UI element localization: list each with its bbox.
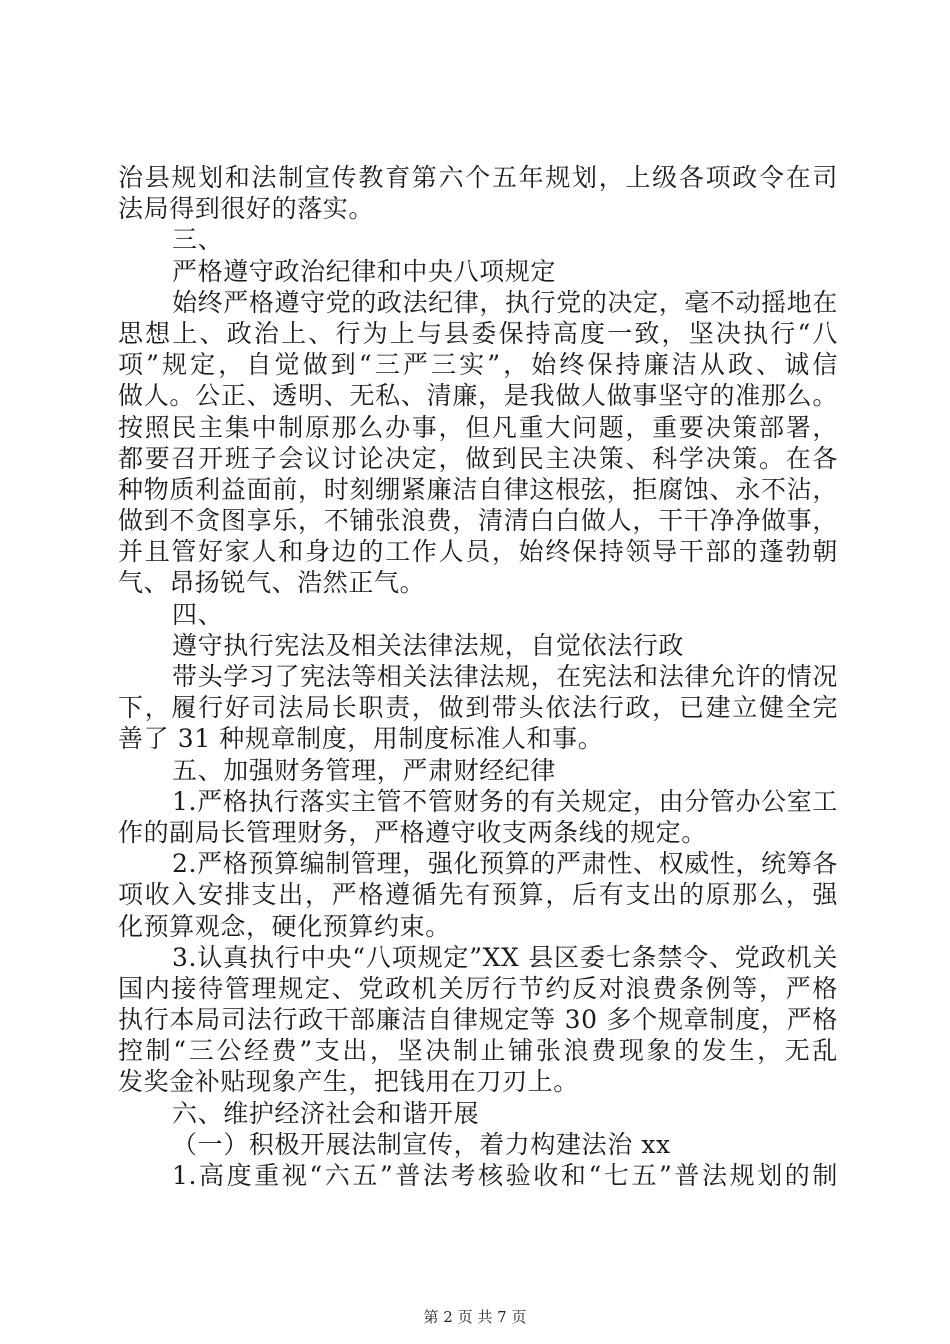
text-line: 遵守执行宪法及相关法律法规，自觉依法行政 (172, 630, 685, 660)
text-line: 四、 (172, 599, 224, 629)
text-line: （一）积极开展法制宣传，着力构建法治 xx (172, 1129, 671, 1159)
text-line: 五、加强财务管理，严肃财经纪律 (172, 755, 557, 785)
page-footer: 第 2 页 共 7 页 (423, 1308, 527, 1326)
text-line: 六、维护经济社会和谐开展 (172, 1098, 480, 1128)
text-line: 作的副局长管理财务，严格遵守收支两条线的规定。 (118, 817, 707, 847)
text-line: 3.认真执行中央“八项规定”XX 县区委七条禁令、党政机关 (172, 942, 838, 972)
text-line: 做到不贪图享乐，不铺张浪费，清清白白做人，干干净净做事， (118, 506, 838, 536)
text-line: 并且管好家人和身边的工作人员，始终保持领导干部的蓬勃朝 (118, 537, 838, 567)
text-line: 化预算观念，硬化预算约束。 (118, 911, 451, 941)
text-line: 项”规定，自觉做到“三严三实”，始终保持廉洁从政、诚信 (118, 350, 838, 380)
text-line: 三、 (172, 225, 224, 255)
text-line: 项收入安排支出，严格遵循先有预算，后有支出的原那么，强 (118, 880, 838, 910)
text-line: 控制“三公经费”支出，坚决制止铺张浪费现象的发生，无乱 (118, 1036, 838, 1066)
text-line: 发奖金补贴现象产生，把钱用在刀刃上。 (118, 1067, 579, 1097)
text-line: 1.严格执行落实主管不管财务的有关规定，由分管办公室工 (172, 786, 838, 816)
text-line: 都要召开班子会议讨论决定，做到民主决策、科学决策。在各 (118, 443, 838, 473)
text-line: 思想上、政治上、行为上与县委保持高度一致，坚决执行“八 (118, 318, 838, 348)
text-line: 下，履行好司法局长职责，做到带头依法行政，已建立健全完 (118, 693, 838, 723)
text-line: 按照民主集中制原那么办事，但凡重大问题，重要决策部署， (118, 412, 838, 442)
text-line: 执行本局司法行政干部廉洁自律规定等 30 多个规章制度，严格 (118, 1005, 838, 1035)
text-line: 法局得到很好的落实。 (118, 194, 375, 224)
text-line: 气、昂扬锐气、浩然正气。 (118, 568, 426, 598)
text-line: 善了 31 种规章制度，用制度标准人和事。 (118, 724, 604, 754)
text-line: 带头学习了宪法等相关法律法规，在宪法和法律允许的情况 (172, 662, 838, 691)
text-line: 1.高度重视“六五”普法考核验收和“七五”普法规划的制 (172, 1161, 838, 1190)
text-line: 国内接待管理规定、党政机关厉行节约反对浪费条例等，严格 (118, 973, 838, 1003)
text-line: 做人。公正、透明、无私、清廉，是我做人做事坚守的准那么。 (118, 381, 838, 411)
text-line: 种物质利益面前，时刻绷紧廉洁自律这根弦，拒腐蚀、永不沾， (118, 474, 838, 504)
text-line: 始终严格遵守党的政法纪律，执行党的决定，毫不动摇地在 (172, 287, 838, 317)
text-line: 治县规划和法制宣传教育第六个五年规划，上级各项政令在司 (118, 163, 838, 192)
text-line: 2.严格预算编制管理，强化预算的严肃性、权威性，统筹各 (172, 849, 838, 879)
text-line: 严格遵守政治纪律和中央八项规定 (172, 256, 557, 286)
document-body (118, 162, 838, 1191)
